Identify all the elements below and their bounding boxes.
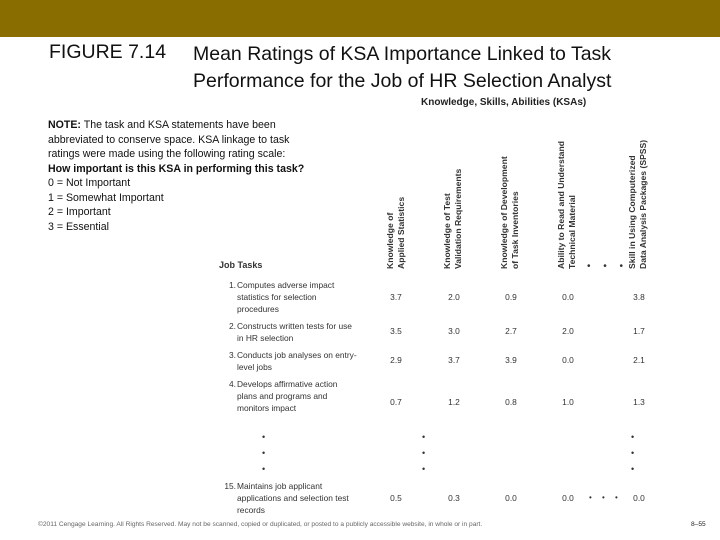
rating-value: 2.0 — [562, 326, 574, 336]
rating-value: 3.7 — [448, 355, 460, 365]
rating-value: 3.9 — [505, 355, 517, 365]
slide-number: 8–55 — [691, 521, 706, 528]
ellipsis-dot: • — [262, 432, 266, 442]
ellipsis-dot: • — [631, 448, 635, 458]
row-ellipsis: • • • — [589, 493, 622, 502]
rating-value: 3.7 — [390, 292, 402, 302]
ellipsis-dot: • — [422, 432, 426, 442]
ellipsis-dot: • — [631, 432, 635, 442]
note-line: ratings were made using the following rating scale: — [48, 148, 286, 160]
scale-item: 1 = Somewhat Important — [48, 191, 164, 204]
scale-item: 3 = Essential — [48, 220, 109, 233]
ellipsis-dot: • — [422, 448, 426, 458]
rating-value: 0.0 — [505, 493, 517, 503]
rating-value: 2.9 — [390, 355, 402, 365]
ksa-column-header: Skill in Using Computerized Data Analysis Packages (SPSS) — [627, 139, 648, 269]
scale-item: 0 = Not Important — [48, 177, 131, 189]
rating-value: 1.7 — [633, 326, 645, 336]
rating-value: 0.3 — [448, 493, 460, 503]
rating-value: 0.7 — [390, 397, 402, 407]
rating-value: 3.0 — [448, 326, 460, 336]
note-label: NOTE: — [48, 119, 81, 131]
rating-value: 1.0 — [562, 397, 574, 407]
job-tasks-header: Job Tasks — [219, 260, 263, 270]
ellipsis-dot: • — [262, 448, 266, 458]
ellipsis-dot: • — [631, 464, 635, 474]
top-banner — [0, 0, 720, 37]
note-question: How important is this KSA in performing this task? — [48, 162, 305, 175]
rating-value: 2.1 — [633, 355, 645, 365]
rating-value: 2.0 — [448, 292, 460, 302]
ksa-column-header: Knowledge of Development of Task Inventories — [499, 156, 520, 269]
rating-value: 1.3 — [633, 397, 645, 407]
rating-value: 0.0 — [633, 493, 645, 503]
ksa-column-header: Knowledge of Applied Statistics — [385, 196, 406, 269]
column-ellipsis: • • • — [587, 261, 629, 272]
rating-value: 1.2 — [448, 397, 460, 407]
figure-title: Mean Ratings of KSA Importance Linked to Task Performance for the Job of HR Selection Analyst — [193, 43, 612, 92]
rating-value: 0.0 — [562, 493, 574, 503]
note-line: abbreviated to conserve space. KSA linkage to task — [48, 133, 290, 146]
ksa-header: Knowledge, Skills, Abilities (KSAs) — [421, 97, 587, 108]
rating-value: 0.8 — [505, 397, 517, 407]
ksa-column-header: Knowledge of Test Validation Requirements — [442, 168, 463, 269]
rating-value: 0.0 — [562, 355, 574, 365]
ellipsis-dot: • — [422, 464, 426, 474]
rating-value: 3.8 — [633, 292, 645, 302]
ellipsis-dot: • — [262, 464, 266, 474]
figure-number: FIGURE 7.14 — [49, 41, 167, 63]
rating-value: 2.7 — [505, 326, 517, 336]
scale-item: 2 = Important — [48, 206, 111, 218]
ksa-column-header: Ability to Read and Understand Technical Material — [556, 141, 577, 269]
rating-value: 3.5 — [390, 326, 402, 336]
rating-value: 0.0 — [562, 292, 574, 302]
copyright-footer: ©2011 Cengage Learning. All Rights Reserved. May not be scanned, copied or duplicated, or posted to a publicly accessible website, in whole or in part. — [38, 521, 483, 528]
note-line: The task and KSA statements have been — [80, 119, 276, 131]
rating-value: 0.5 — [390, 493, 402, 503]
note-block — [48, 118, 368, 234]
rating-value: 0.9 — [505, 292, 517, 302]
